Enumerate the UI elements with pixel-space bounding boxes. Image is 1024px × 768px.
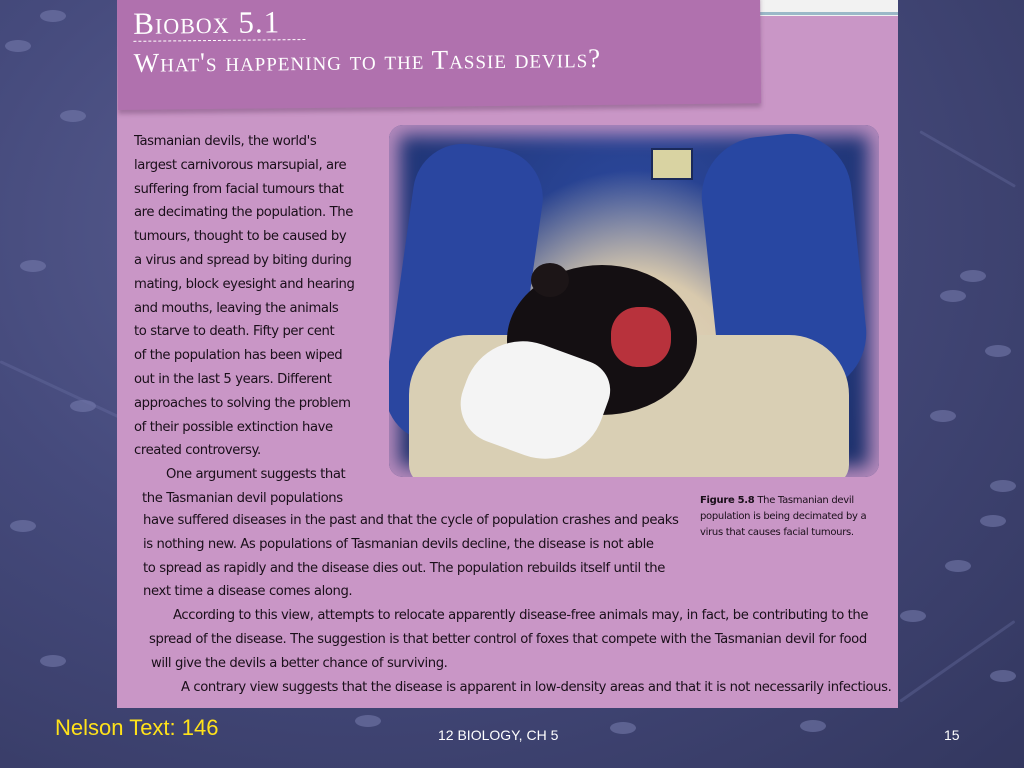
background-dot [60, 110, 86, 122]
background-streak [899, 620, 1015, 703]
page-top-strip [757, 0, 898, 16]
background-dot [40, 655, 66, 667]
text-line: to starve to death. Fifty per cent [134, 324, 335, 340]
photo-badge [651, 148, 693, 180]
background-dot [10, 520, 36, 532]
background-dot [40, 10, 66, 22]
text-line: of the population has been wiped [134, 348, 343, 364]
background-streak [919, 130, 1016, 188]
text-line: next time a disease comes along. [143, 584, 353, 600]
background-dot [355, 715, 381, 727]
text-line: will give the devils a better chance of surviving. [151, 655, 448, 671]
tasmanian-devil-photo [389, 125, 879, 477]
photo-devil-ear [531, 263, 569, 297]
text-line: a virus and spread by biting during [134, 252, 352, 268]
background-streak [0, 360, 128, 422]
background-dot [900, 610, 926, 622]
intro-paragraph [134, 130, 374, 511]
caption-text: The Tasmanian devil [757, 495, 854, 506]
background-dot [980, 515, 1006, 527]
photo-facial-tumour [611, 307, 671, 367]
background-dot [5, 40, 31, 52]
background-dot [985, 345, 1011, 357]
continued-paragraphs [143, 509, 898, 699]
text-line: A contrary view suggests that the disease is apparent in low-density areas and that it is not necessarily infectious. [181, 679, 892, 695]
text-line: Tasmanian devils, the world's [134, 134, 317, 149]
biobox-title: What's happening to the Tassie devils? [133, 42, 602, 78]
text-line: tumours, thought to be caused by [134, 229, 347, 245]
background-dot [960, 270, 986, 282]
text-line: One argument suggests that [166, 467, 346, 483]
text-line: have suffered diseases in the past and that the cycle of population crashes and peaks [143, 513, 679, 528]
biobox-label: Biobox 5.1 [133, 4, 281, 41]
text-line: of their possible extinction have [134, 419, 333, 435]
source-reference: Nelson Text: 146 [55, 715, 219, 740]
text-line: to spread as rapidly and the disease dies out. The population rebuilds itself until the [143, 560, 665, 576]
text-line: According to this view, attempts to relocate apparently disease-free animals may, in fact, be contributing to the [173, 608, 869, 624]
text-line: created controversy. [134, 443, 261, 459]
footer-course-title: 12 BIOLOGY, CH 5 [438, 727, 559, 743]
background-dot [800, 720, 826, 732]
biobox-header [117, 0, 761, 110]
caption-line: virus that causes facial tumours. [700, 527, 854, 538]
textbook-page [117, 0, 898, 708]
caption-line: population is being decimated by a [700, 511, 867, 522]
text-line: is nothing new. As populations of Tasmanian devils decline, the disease is not able [143, 536, 654, 552]
slide-number: 15 [944, 727, 960, 743]
caption-label: Figure 5.8 [700, 495, 755, 506]
background-dot [945, 560, 971, 572]
text-line: out in the last 5 years. Different [134, 371, 332, 387]
text-line: approaches to solving the problem [134, 395, 351, 411]
background-dot [610, 722, 636, 734]
background-dot [990, 670, 1016, 682]
text-line: mating, block eyesight and hearing [134, 276, 355, 292]
text-line: and mouths, leaving the animals [134, 300, 339, 316]
text-line: suffering from facial tumours that [134, 181, 344, 197]
text-line: the Tasmanian devil populations [142, 490, 343, 506]
background-dot [990, 480, 1016, 492]
background-dot [940, 290, 966, 302]
text-line: largest carnivorous marsupial, are [134, 157, 347, 173]
text-line: are decimating the population. The [134, 205, 353, 221]
background-dot [20, 260, 46, 272]
caption-line [700, 493, 880, 509]
text-line: spread of the disease. The suggestion is that better control of foxes that compete with the Tasmanian devil for food [149, 631, 867, 647]
background-dot [930, 410, 956, 422]
